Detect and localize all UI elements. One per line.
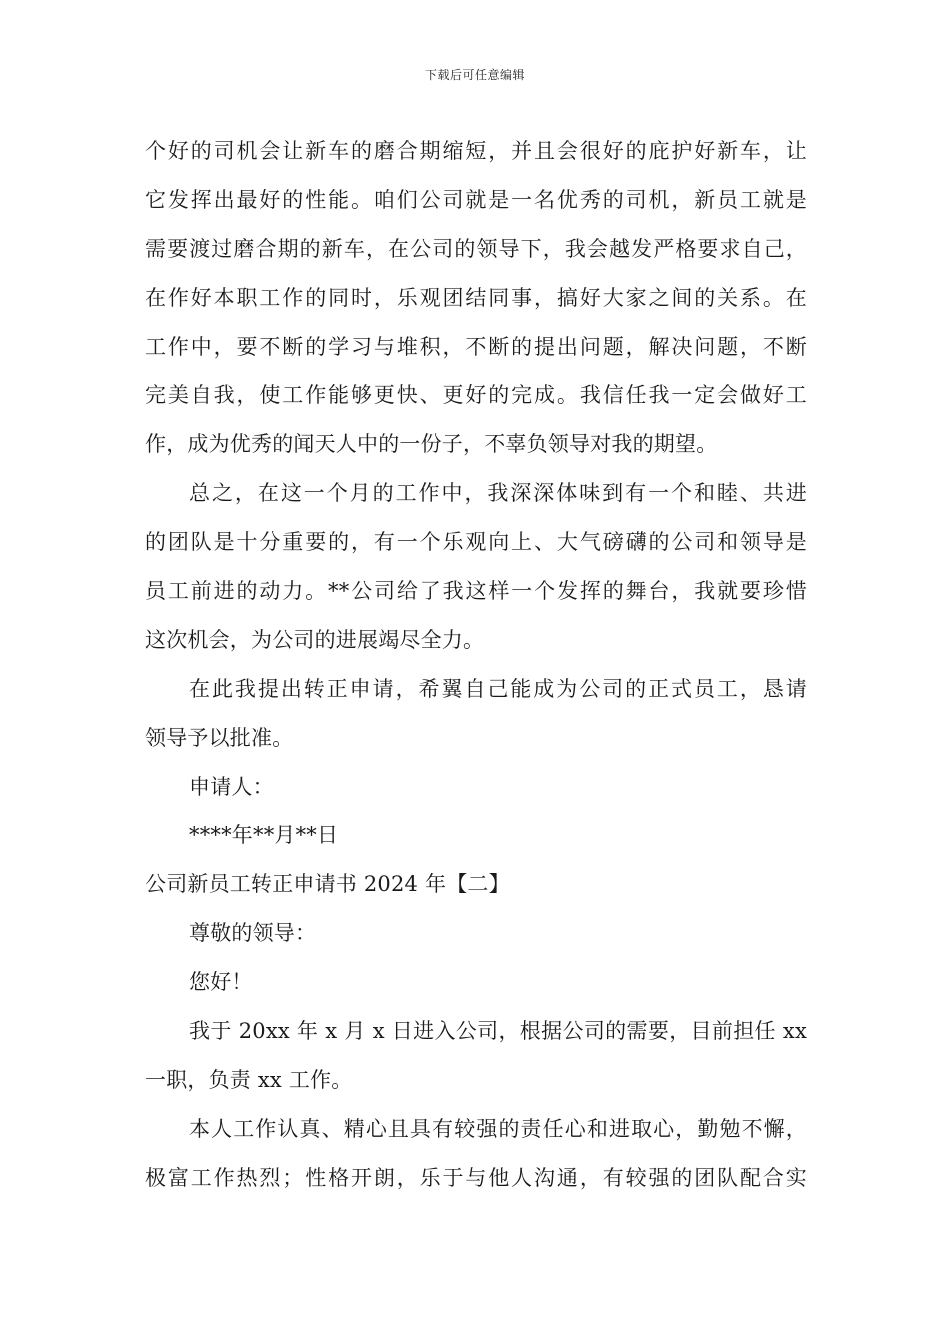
text-line: 需要渡过磨合期的新车，在公司的领导下，我会越发严格要求自己， <box>145 236 807 261</box>
text-line: 在作好本职工作的同时，乐观团结同事，搞好大家之间的关系。在 <box>145 285 807 310</box>
text-line: 个好的司机会让新车的磨合期缩短，并且会很好的庇护好新车，让 <box>145 139 807 163</box>
applicant-label: 申请人： <box>189 774 274 799</box>
text-line: 领导予以批准。 <box>145 725 294 750</box>
greeting: 您好！ <box>189 970 253 995</box>
document-body <box>145 127 807 1203</box>
date-line: ****年**月**日 <box>189 823 339 848</box>
text-line: 作，成为优秀的闻天人中的一份子，不辜负领导对我的期望。 <box>145 432 718 457</box>
text-line: 员工前进的动力。**公司给了我这样一个发挥的舞台，我就要珍惜 <box>145 579 807 604</box>
paragraph-start: 总之，在这一个月的工作中，我深深体味到有一个和睦、共进 <box>189 481 807 506</box>
text-line: 它发挥出最好的性能。咱们公司就是一名优秀的司机，新员工就是 <box>145 187 807 212</box>
section-title: 公司新员工转正申请书 2024 年【二】 <box>145 872 510 897</box>
text-line: 完美自我，使工作能够更快、更好的完成。我信任我一定会做好工 <box>145 383 807 408</box>
paragraph-start: 本人工作认真、精心且具有较强的责任心和进取心，勤勉不懈， <box>189 1116 807 1141</box>
paragraph-start: 在此我提出转正申请，希翼自己能成为公司的正式员工，恳请 <box>189 676 807 701</box>
salutation: 尊敬的领导： <box>189 921 317 946</box>
text-line: 极富工作热烈；性格开朗，乐于与他人沟通，有较强的团队配合实 <box>145 1165 807 1190</box>
text-line: 工作中，要不断的学习与堆积，不断的提出问题，解决问题，不断 <box>145 334 807 359</box>
paragraph-start: 我于 20xx 年 x 月 x 日进入公司，根据公司的需要，目前担任 xx <box>189 1019 807 1044</box>
text-line: 一职，负责 xx 工作。 <box>145 1067 353 1092</box>
page-header: 下载后可任意编辑 <box>424 68 525 82</box>
text-line: 的团队是十分重要的，有一个乐观向上、大气磅礴的公司和领导是 <box>145 530 807 555</box>
text-line: 这次机会，为公司的进展竭尽全力。 <box>145 627 485 652</box>
